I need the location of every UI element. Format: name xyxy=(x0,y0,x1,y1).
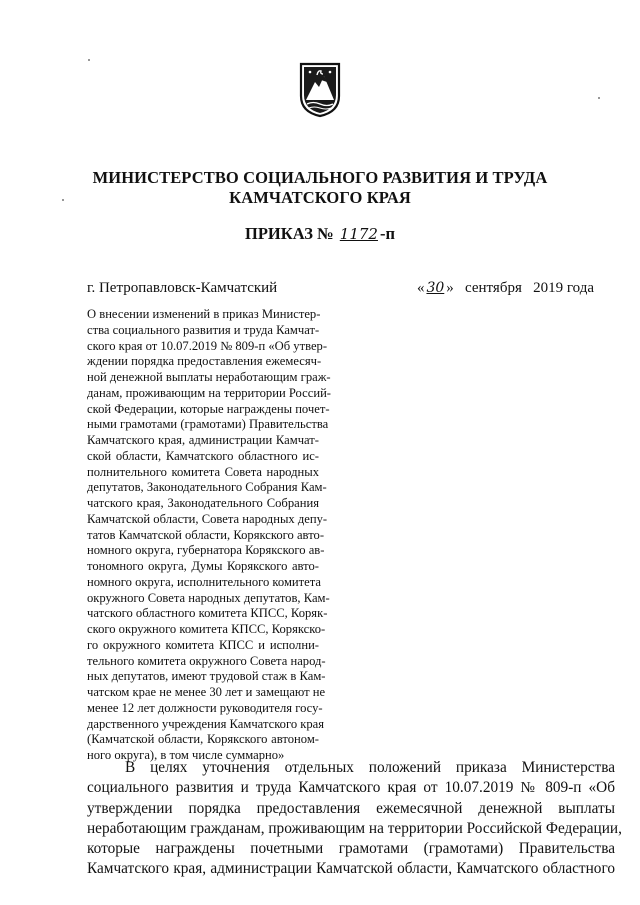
subject-line: татов Камчатской области, Корякского авто- xyxy=(87,527,325,542)
date-month: сентября xyxy=(465,280,522,296)
order-date xyxy=(417,280,594,297)
subject-line: Камчатской области, Совета народных депу- xyxy=(87,511,328,526)
subject-line: Камчатского края, администрации Камчат- xyxy=(87,433,319,447)
kamchatka-coat-of-arms-icon xyxy=(297,60,343,118)
body-line: социального развития и труда Камчатского края от 10.07.2019 № 809-п «Об xyxy=(87,779,615,797)
body-line: В целях уточнения отдельных положений приказа Министерства xyxy=(125,759,615,776)
body-line: неработающим гражданам, проживающим на территории Российской Федерации, xyxy=(87,819,622,837)
subject-line: ства социального развития и труда Камчат- xyxy=(87,322,320,337)
subject-line: ской области, Камчатского областного ис- xyxy=(87,448,319,463)
subject-line: тельного комитета окружного Совета народ- xyxy=(87,653,326,668)
subject-line: депутатов, Законодательного Собрания Кам- xyxy=(87,480,327,495)
body-line: утверждении порядка предоставления ежемесячной денежной выплаты xyxy=(87,799,615,817)
order-number: 1172 xyxy=(339,225,378,243)
subject-line: полнительного комитета Совета народных xyxy=(87,464,319,479)
subject-line: ского края от 10.07.2019 № 809-п «Об утвер- xyxy=(87,338,328,353)
subject-line: данам, проживающим на территории Россий- xyxy=(87,385,332,400)
city: г. Петропавловск-Камчатский xyxy=(87,280,278,296)
subject-line: менее 12 лет должности руководителя госу- xyxy=(87,700,323,715)
subject-line: номного округа, губернатора Корякского ав- xyxy=(87,543,325,558)
subject-line: чатского областного комитета КПСС, Коряк- xyxy=(87,606,328,621)
ministry-name-line-2: КАМЧАТСКОГО КРАЯ xyxy=(229,188,411,207)
subject-line: чатского края, Законодательного Собрания xyxy=(87,496,319,510)
subject-line: дарственного учреждения Камчатского края xyxy=(87,716,325,731)
date-day: 30 xyxy=(426,280,445,296)
order-prefix: ПРИКАЗ № xyxy=(245,224,334,243)
subject-line: тономного округа, Думы Корякского авто- xyxy=(87,559,319,573)
scan-speck xyxy=(62,199,64,201)
subject-line: (Камчатской области, Корякского автоном- xyxy=(87,732,319,747)
order-subject xyxy=(87,307,332,764)
subject-line: номного округа, исполнительного комитета xyxy=(87,574,321,589)
body-line: которые награждены почетными грамотами (грамотами) Правительства xyxy=(87,840,615,858)
subject-line: ской Федерации, которые награждены почет- xyxy=(87,401,330,416)
scan-speck xyxy=(598,97,600,99)
order-suffix: -п xyxy=(379,224,395,243)
date-close-quote: » xyxy=(446,280,454,296)
date-year: 2019 года xyxy=(533,280,594,296)
subject-line: ждении порядка предоставления ежемесяч- xyxy=(87,354,322,369)
subject-line: ными грамотами (грамотами) Правительства xyxy=(87,417,329,432)
subject-line: окружного Совета народных депутатов, Кам- xyxy=(87,590,330,605)
subject-line: ского окружного комитета КПСС, Корякско- xyxy=(87,622,326,636)
scan-speck xyxy=(88,59,90,61)
subject-line: О внесении изменений в приказ Министер- xyxy=(87,307,321,321)
subject-line: го окружного комитета КПСС и исполни- xyxy=(87,637,319,652)
date-open-quote: « xyxy=(416,280,425,296)
subject-line: чатском крае не менее 30 лет и замещают не xyxy=(87,685,326,699)
order-body xyxy=(87,758,622,880)
subject-line: ного округа), в том числе суммарно» xyxy=(87,748,285,762)
ministry-name-line-1: МИНИСТЕРСТВО СОЦИАЛЬНОГО РАЗВИТИЯ И ТРУДА xyxy=(92,168,548,187)
body-line: Камчатского края, администрации Камчатской области, Камчатского областного xyxy=(87,860,615,878)
subject-line: ной денежной выплаты неработающим граж- xyxy=(87,370,331,384)
order-title xyxy=(60,224,580,244)
subject-line: ных депутатов, имеют трудовой стаж в Кам- xyxy=(87,669,326,684)
